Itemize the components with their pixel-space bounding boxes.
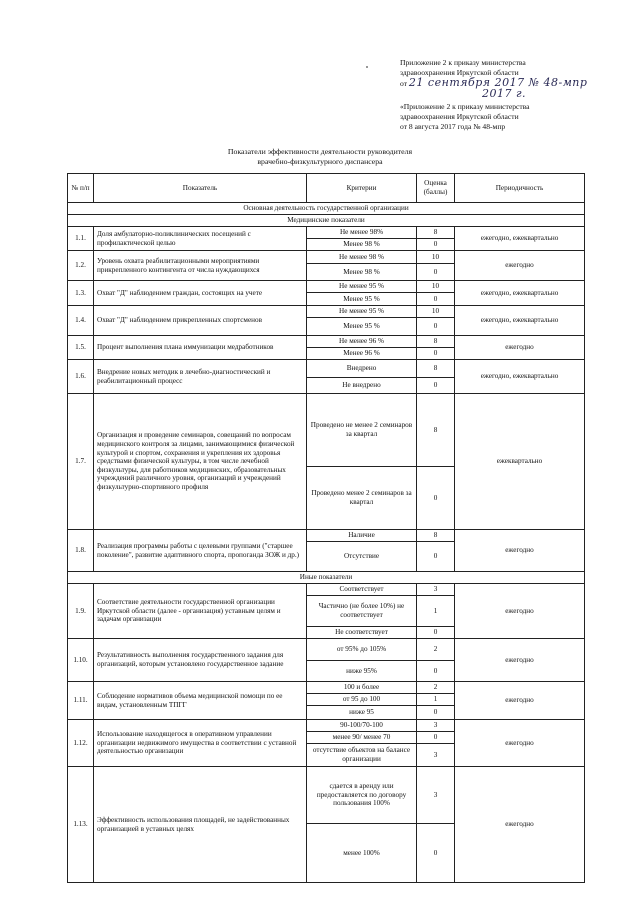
criterion: Не менее 98% (307, 227, 417, 239)
score: 0 (417, 239, 455, 251)
row-number: 1.8. (68, 530, 94, 572)
score: 0 (417, 661, 455, 682)
table-row (68, 360, 585, 378)
appendix-header (400, 58, 610, 132)
criterion: Проведено менее 2 семинаров за квартал (307, 467, 417, 530)
table-row (68, 227, 585, 239)
header-date-prefix: от (400, 79, 408, 88)
criterion: Проведено не менее 2 семинаров за квартал (307, 394, 417, 467)
row-number: 1.7. (68, 394, 94, 530)
header-num: № п/п (68, 174, 94, 203)
score: 10 (417, 251, 455, 264)
score: 10 (417, 281, 455, 293)
indicator-name: Соответствие деятельности государственной организации Иркутской области (далее - организация) уставным целям и задачам организации (94, 584, 307, 639)
score: 0 (417, 348, 455, 360)
criterion: Частично (не более 10%) не соответствует (307, 596, 417, 627)
row-number: 1.1. (68, 227, 94, 251)
criterion: от 95 до 100 (307, 694, 417, 706)
table-header-row (68, 174, 585, 203)
criterion: Не менее 95 % (307, 306, 417, 318)
periodicity: ежегодно, ежеквартально (455, 306, 585, 336)
periodicity: ежегодно (455, 639, 585, 682)
criterion: Не внедрено (307, 378, 417, 394)
indicator-name: Эффективность использования площадей, не задействованных организацией в уставных целях (94, 767, 307, 883)
criterion: от 95% до 105% (307, 639, 417, 661)
score: 1 (417, 694, 455, 706)
indicator-name: Реализация программы работы с целевыми группами ("старшее поколение", развитие адаптивного спорта, пропоганда ЗОЖ и др.) (94, 530, 307, 572)
periodicity: ежегодно (455, 720, 585, 767)
periodicity: ежегодно (455, 530, 585, 572)
periodicity: ежегодно (455, 584, 585, 639)
score: 3 (417, 720, 455, 732)
criterion: Менее 98 % (307, 264, 417, 281)
score: 0 (417, 732, 455, 744)
score: 0 (417, 293, 455, 306)
periodicity: ежеквартально (455, 394, 585, 530)
table-row (68, 530, 585, 542)
row-number: 1.2. (68, 251, 94, 281)
row-number: 1.5. (68, 336, 94, 360)
header-criteria: Критерии (307, 174, 417, 203)
criterion: Наличие (307, 530, 417, 542)
score: 0 (417, 378, 455, 394)
score: 8 (417, 336, 455, 348)
periodicity: ежегодно (455, 251, 585, 281)
subsection-medical: Медицинские показатели (68, 215, 585, 227)
table-row (68, 767, 585, 824)
section-row (68, 203, 585, 215)
scan-speck (366, 66, 368, 68)
score: 3 (417, 584, 455, 596)
header-line-2: здравоохранения Иркутской области (400, 68, 519, 77)
criterion: Менее 95 % (307, 318, 417, 336)
criterion: Соответствует (307, 584, 417, 596)
criterion: Менее 95 % (307, 293, 417, 306)
criterion: ниже 95% (307, 661, 417, 682)
indicator-name: Соблюдение нормативов объема медицинской помощи по ее видам, установленным ТПГГ (94, 682, 307, 720)
row-number: 1.3. (68, 281, 94, 306)
table-row (68, 281, 585, 293)
score: 0 (417, 627, 455, 639)
table-row (68, 394, 585, 467)
score: 3 (417, 744, 455, 767)
row-number: 1.4. (68, 306, 94, 336)
header-indicator: Показатель (94, 174, 307, 203)
table-row (68, 251, 585, 264)
periodicity: ежегодно, ежеквартально (455, 281, 585, 306)
subsection-other: Иные показатели (68, 572, 585, 584)
periodicity: ежегодно, ежеквартально (455, 227, 585, 251)
criterion: менее 90/ менее 70 (307, 732, 417, 744)
score: 2 (417, 639, 455, 661)
score: 10 (417, 306, 455, 318)
handwritten-date: 21 сентября 2017 № 48-мпр (408, 76, 588, 89)
periodicity: ежегодно (455, 336, 585, 360)
header-line-6: от 8 августа 2017 года № 48-мпр (400, 122, 506, 131)
periodicity: ежегодно, ежеквартально (455, 360, 585, 394)
row-number: 1.6. (68, 360, 94, 394)
section-main: Основная деятельность государственной организации (68, 203, 585, 215)
indicator-name: Результативность выполнения государственного задания для организаций, которым установлено государственное задание (94, 639, 307, 682)
header-score: Оценка (баллы) (417, 174, 455, 203)
score: 0 (417, 824, 455, 883)
indicator-name: Охват "Д" наблюдением прикрепленных спортсменов (94, 306, 307, 336)
title-line-2: врачебно-физкультурного диспансера (257, 157, 383, 166)
score: 0 (417, 318, 455, 336)
criterion: Менее 98 % (307, 239, 417, 251)
score: 8 (417, 227, 455, 239)
criterion: Внедрено (307, 360, 417, 378)
criterion: Менее 96 % (307, 348, 417, 360)
handwritten-year: 2017 г. (482, 87, 527, 100)
row-number: 1.10. (68, 639, 94, 682)
row-number: 1.12. (68, 720, 94, 767)
subsection-row (68, 215, 585, 227)
table-row (68, 639, 585, 661)
table-row (68, 336, 585, 348)
score: 2 (417, 682, 455, 694)
score: 8 (417, 530, 455, 542)
indicator-name: Использование находящегося в оперативном управлении организации недвижимого имущества в соответствии с уставной деятельностью организации (94, 720, 307, 767)
periodicity: ежегодно (455, 767, 585, 883)
header-periodicity: Периодичность (455, 174, 585, 203)
table-row (68, 720, 585, 732)
header-line-3b (400, 89, 610, 100)
row-number: 1.11. (68, 682, 94, 720)
periodicity: ежегодно (455, 682, 585, 720)
indicator-name: Организация и проведение семинаров, совещаний по вопросам медицинского контроля за лицами, занимающимися физической культурой и спортом, сохранения и укрепления их здоровья средствами физической культуры, в том числе лечебной физкультуры, для работников медицинских, образовательных учреждений различного уровня, организаций и учреждений физкультурно-спортивного профиля (94, 394, 307, 530)
score: 8 (417, 360, 455, 378)
criterion: сдается в аренду или предоставляется по договору пользования 100% (307, 767, 417, 824)
table-row (68, 682, 585, 694)
header-line-1: Приложение 2 к приказу министерства (400, 58, 526, 67)
row-number: 1.13. (68, 767, 94, 883)
header-line-5: здравоохранения Иркутской области (400, 112, 519, 121)
criterion: менее 100% (307, 824, 417, 883)
criterion: Не менее 96 % (307, 336, 417, 348)
score: 0 (417, 542, 455, 572)
criterion: ниже 95 (307, 706, 417, 720)
indicator-name: Внедрение новых методик в лечебно-диагностический и реабилитационный процесс (94, 360, 307, 394)
indicator-name: Охват "Д" наблюдением граждан, состоящих на учете (94, 281, 307, 306)
score: 0 (417, 264, 455, 281)
criterion: 90-100/70-100 (307, 720, 417, 732)
row-number: 1.9. (68, 584, 94, 639)
score: 8 (417, 394, 455, 467)
score: 0 (417, 467, 455, 530)
document-title (0, 147, 640, 167)
indicator-name: Уровень охвата реабилитационными мероприятиями прикрепленного контингента от числа нуждающихся (94, 251, 307, 281)
score: 1 (417, 596, 455, 627)
criterion: 100 и более (307, 682, 417, 694)
criterion: Не менее 95 % (307, 281, 417, 293)
criterion: Не соответствует (307, 627, 417, 639)
criterion: Отсутствие (307, 542, 417, 572)
subsection-row (68, 572, 585, 584)
title-line-1: Показатели эффективности деятельности руководителя (227, 147, 413, 156)
indicator-name: Процент выполнения плана иммунизации медработников (94, 336, 307, 360)
table-row (68, 584, 585, 596)
table-row (68, 306, 585, 318)
indicator-name: Доля амбулаторно-поликлинических посещений с профилактической целью (94, 227, 307, 251)
criterion: Не менее 98 % (307, 251, 417, 264)
score: 3 (417, 767, 455, 824)
indicators-table (67, 173, 585, 883)
header-line-4: «Приложение 2 к приказу министерства (400, 102, 530, 111)
score: 0 (417, 706, 455, 720)
criterion: отсутствие объектов на балансе организации (307, 744, 417, 767)
